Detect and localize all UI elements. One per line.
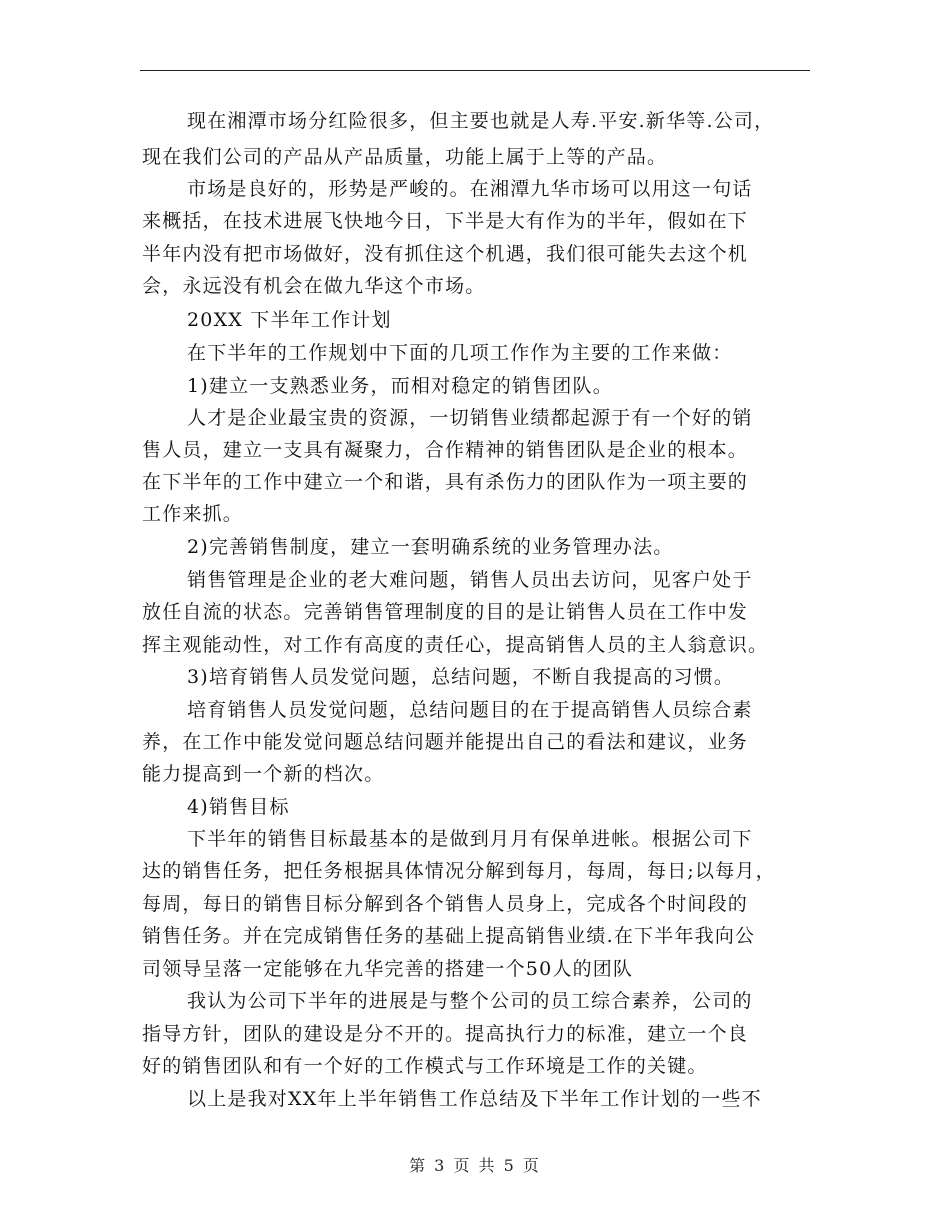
paragraph-line: 销售任务。并在完成销售任务的基础上提高销售业绩.在下半年我向公 [142,925,756,947]
paragraph-line: 好的销售团队和有一个好的工作模式与工作环境是工作的关键。 [142,1055,708,1077]
list-item-heading: 4)销售目标 [187,796,290,818]
paragraph-line: 销售管理是企业的老大难问题，销售人员出去访问，见客户处于 [187,569,753,591]
paragraph-line: 工作来抓。 [142,503,244,525]
paragraph-line: 来概括，在技术进展飞快地今日，下半是大有作为的半年，假如在下 [142,210,749,232]
list-item-heading: 1)建立一支熟悉业务，而相对稳定的销售团队。 [187,375,613,397]
list-item-heading: 2)完善销售制度，建立一套明确系统的业务管理办法。 [187,536,674,558]
paragraph-line: 司领导呈落一定能够在九华完善的搭建一个50人的团队 [142,958,634,980]
paragraph-line: 养，在工作中能发觉问题总结问题并能提出自己的看法和建议，业务 [142,731,749,753]
paragraph-line: 下半年的销售目标最基本的是做到月月有保单进帐。根据公司下 [187,828,753,850]
paragraph-line: 以上是我对XX年上半年销售工作总结及下半年工作计划的一些不 [187,1088,762,1110]
paragraph-line: 我认为公司下半年的进展是与整个公司的员工综合素养，公司的 [187,990,753,1012]
paragraph-line: 半年内没有把市场做好，没有抓住这个机遇，我们很可能失去这个机 [142,243,749,265]
paragraph-line: 市场是良好的，形势是严峻的。在湘潭九华市场可以用这一句话 [187,178,753,200]
paragraph-line: 在下半年的工作中建立一个和谐，具有杀伤力的团队作为一项主要的 [142,471,749,493]
paragraph-line: 人才是企业最宝贵的资源，一切销售业绩都起源于有一个好的销 [187,407,753,429]
paragraph-line: 现在湘潭市场分红险很多，但主要也就是人寿.平安.新华等.公司， [187,110,775,132]
list-item-heading: 3)培育销售人员发觉问题，总结问题，不断自我提高的习惯。 [187,666,735,688]
paragraph-line: 现在我们公司的产品从产品质量，功能上属于上等的产品。 [142,146,668,168]
paragraph-line: 达的销售任务，把任务根据具体情况分解到每月，每周，每日;以每月， [142,860,776,882]
paragraph-line: 挥主观能动性，对工作有高度的责任心，提高销售人员的主人翁意识。 [142,634,769,656]
paragraph-line: 售人员，建立一支具有凝聚力，合作精神的销售团队是企业的根本。 [142,439,749,461]
paragraph-line: 能力提高到一个新的档次。 [142,763,385,785]
page-number-footer: 第 3 页 共 5 页 [409,1156,541,1175]
paragraph-line: 会，永远没有机会在做九华这个市场。 [142,275,486,297]
paragraph-line: 在下半年的工作规划中下面的几项工作作为主要的工作来做： [187,342,733,364]
section-heading: 20XX 下半年工作计划 [187,309,392,331]
paragraph-line: 培育销售人员发觉问题，总结问题目的在于提高销售人员综合素 [187,699,753,721]
paragraph-line: 每周，每日的销售目标分解到各个销售人员身上，完成各个时间段的 [142,893,749,915]
paragraph-line: 指导方针，团队的建设是分不开的。提高执行力的标准，建立一个良 [142,1023,749,1045]
paragraph-line: 放任自流的状态。完善销售管理制度的目的是让销售人员在工作中发 [142,601,749,623]
